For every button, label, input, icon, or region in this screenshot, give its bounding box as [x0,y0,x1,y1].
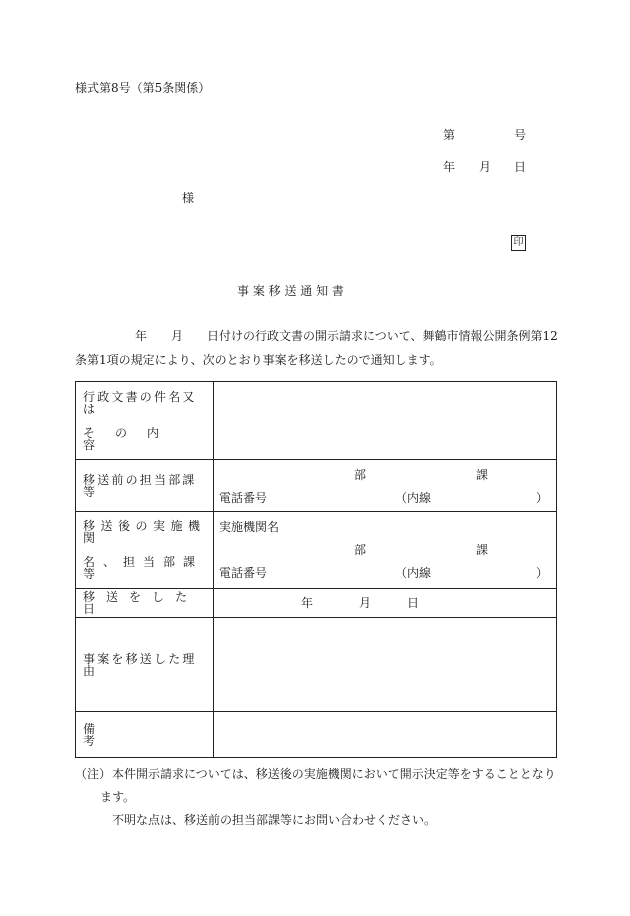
previous-dept-ka: 課 [476,468,489,482]
transfer-date-month: 月 [359,596,372,610]
previous-extension-close: ） [536,491,549,505]
previous-extension-open: （内線 [395,491,432,505]
row-new-agency [76,512,557,589]
date-year-label: 年 [443,160,456,174]
body-month: 月 [171,329,184,343]
date-day-label: 日 [514,160,527,174]
note1-line2: ます。 [100,790,136,804]
new-extension-open: （内線 [395,566,432,580]
body-line2: 条第1項の規定により、次のとおり事案を移送したので通知します。 [75,353,442,367]
transfer-date-year: 年 [301,596,314,610]
previous-dept-label-cell [76,460,214,512]
row-previous-dept [76,460,557,512]
transfer-reason-label-cell [76,618,214,712]
new-dept-bu: 部 [354,543,367,557]
row-transfer-reason [76,618,557,712]
subject-label-line2: その内容 [83,425,180,452]
new-extension-close: ） [536,566,549,580]
new-agency-label-line2: 名、担当部課等 [83,555,204,581]
remarks-label-cell [76,712,214,758]
note2: 不明な点は、移送前の担当部課等にお問い合わせください。 [112,813,437,827]
note1-line1: 本件開示請求については、移送後の実施機関において開示決定等をすることとなり [112,767,556,781]
previous-dept-label: 移送前の担当部課等 [83,472,197,499]
transfer-date-label: 移送をした日 [83,590,199,616]
document-title: 事 案 移 送 通 知 書 [237,284,344,298]
doc-number-prefix: 第 [443,128,456,142]
seal-mark: 印 [511,235,526,251]
date-month-label: 月 [479,160,492,174]
new-dept-ka: 課 [476,543,489,557]
new-agency-label-line1: 移送後の実施機関 [83,519,206,545]
agency-name-label: 実施機関名 [219,520,280,534]
previous-phone-label: 電話番号 [219,491,268,505]
remarks-label: 備考 [83,721,194,748]
subject-label-line1: 行政文書の件名又は [83,389,197,416]
transfer-reason-label: 事案を移送した理由 [83,651,197,678]
row-transfer-date [76,589,557,618]
notice-form-table [75,381,557,758]
row-remarks [76,712,557,758]
transfer-date-label-cell [76,589,214,618]
previous-dept-bu: 部 [354,468,367,482]
new-agency-label-cell [76,512,214,589]
transfer-date-value-cell[interactable] [214,589,557,618]
new-agency-value-cell[interactable] [214,512,557,589]
form-number-label: 様式第8号（第5条関係） [75,81,211,95]
body-year: 年 [135,329,148,343]
doc-number-suffix: 号 [514,128,527,142]
body-line1: 日付けの行政文書の開示請求について、舞鶴市情報公開条例第12 [207,329,558,343]
row-document-subject [76,382,557,460]
transfer-reason-value-cell[interactable] [214,618,557,712]
subject-value-cell[interactable] [214,382,557,460]
remarks-value-cell[interactable] [214,712,557,758]
addressee-honorific: 様 [182,191,195,205]
transfer-date-day: 日 [407,596,420,610]
note-label: （注） [75,767,112,781]
new-phone-label: 電話番号 [219,566,268,580]
subject-label-cell [76,382,214,460]
previous-dept-value-cell[interactable] [214,460,557,512]
